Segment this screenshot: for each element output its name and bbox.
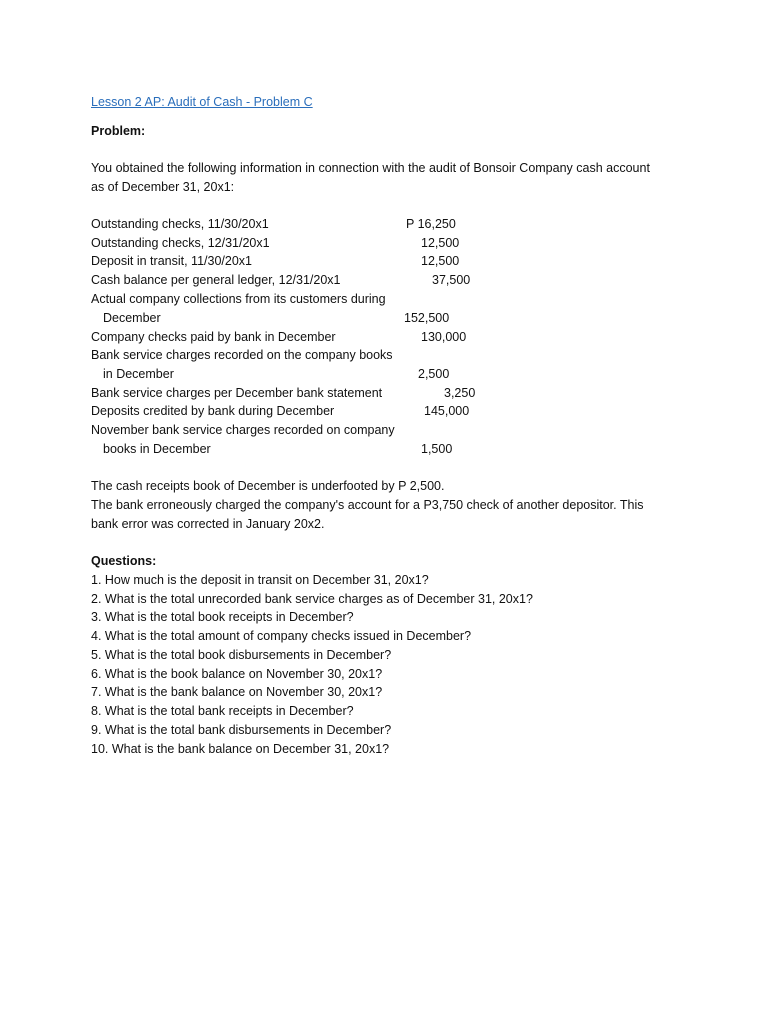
item-value: 37,500 — [432, 273, 471, 287]
item-label: Actual company collections from its customers during — [91, 292, 386, 306]
item-label: Outstanding checks, 11/30/20x1 — [91, 217, 269, 231]
item-label: December — [103, 311, 161, 325]
item-value: 130,000 — [421, 330, 467, 344]
note-line: bank error was corrected in January 20x2. — [91, 517, 325, 531]
item-label: in December — [103, 367, 174, 381]
item-value: 2,500 — [418, 367, 450, 381]
item-label: Outstanding checks, 12/31/20x1 — [91, 236, 270, 250]
lesson-title-link[interactable]: Lesson 2 AP: Audit of Cash - Problem C — [91, 95, 313, 109]
intro-line-2: as of December 31, 20x1: — [91, 180, 235, 194]
question-item: 7. What is the bank balance on November 30, 20x1? — [91, 685, 383, 699]
item-value: 12,500 — [421, 236, 460, 250]
question-item: 6. What is the book balance on November 30, 20x1? — [91, 667, 383, 681]
question-item: 10. What is the bank balance on December 31, 20x1? — [91, 742, 390, 756]
note-line: The bank erroneously charged the company's account for a P3,750 check of another depositor. This — [91, 498, 644, 512]
item-value: 145,000 — [424, 404, 470, 418]
item-value: P 16,250 — [406, 217, 456, 231]
item-value: 12,500 — [421, 254, 460, 268]
item-label: Cash balance per general ledger, 12/31/20x1 — [91, 273, 341, 287]
item-label: Company checks paid by bank in December — [91, 330, 336, 344]
item-value: 3,250 — [444, 386, 476, 400]
note-line: The cash receipts book of December is underfooted by P 2,500. — [91, 479, 445, 493]
question-item: 1. How much is the deposit in transit on December 31, 20x1? — [91, 573, 429, 587]
item-label: Deposits credited by bank during December — [91, 404, 335, 418]
item-label: November bank service charges recorded on company — [91, 423, 395, 437]
item-label: books in December — [103, 442, 211, 456]
question-item: 2. What is the total unrecorded bank service charges as of December 31, 20x1? — [91, 592, 533, 606]
problem-heading: Problem: — [91, 124, 146, 138]
question-item: 5. What is the total book disbursements in December? — [91, 648, 392, 662]
item-value: 1,500 — [421, 442, 453, 456]
question-item: 3. What is the total book receipts in December? — [91, 610, 354, 624]
item-label: Deposit in transit, 11/30/20x1 — [91, 254, 252, 268]
item-label: Bank service charges recorded on the company books — [91, 348, 393, 362]
question-item: 8. What is the total bank receipts in December? — [91, 704, 354, 718]
item-label: Bank service charges per December bank statement — [91, 386, 383, 400]
question-item: 9. What is the total bank disbursements in December? — [91, 723, 392, 737]
item-value: 152,500 — [404, 311, 450, 325]
question-item: 4. What is the total amount of company checks issued in December? — [91, 629, 472, 643]
questions-heading: Questions: — [91, 554, 157, 568]
intro-line-1: You obtained the following information in connection with the audit of Bonsoir Company cash account — [91, 161, 650, 175]
